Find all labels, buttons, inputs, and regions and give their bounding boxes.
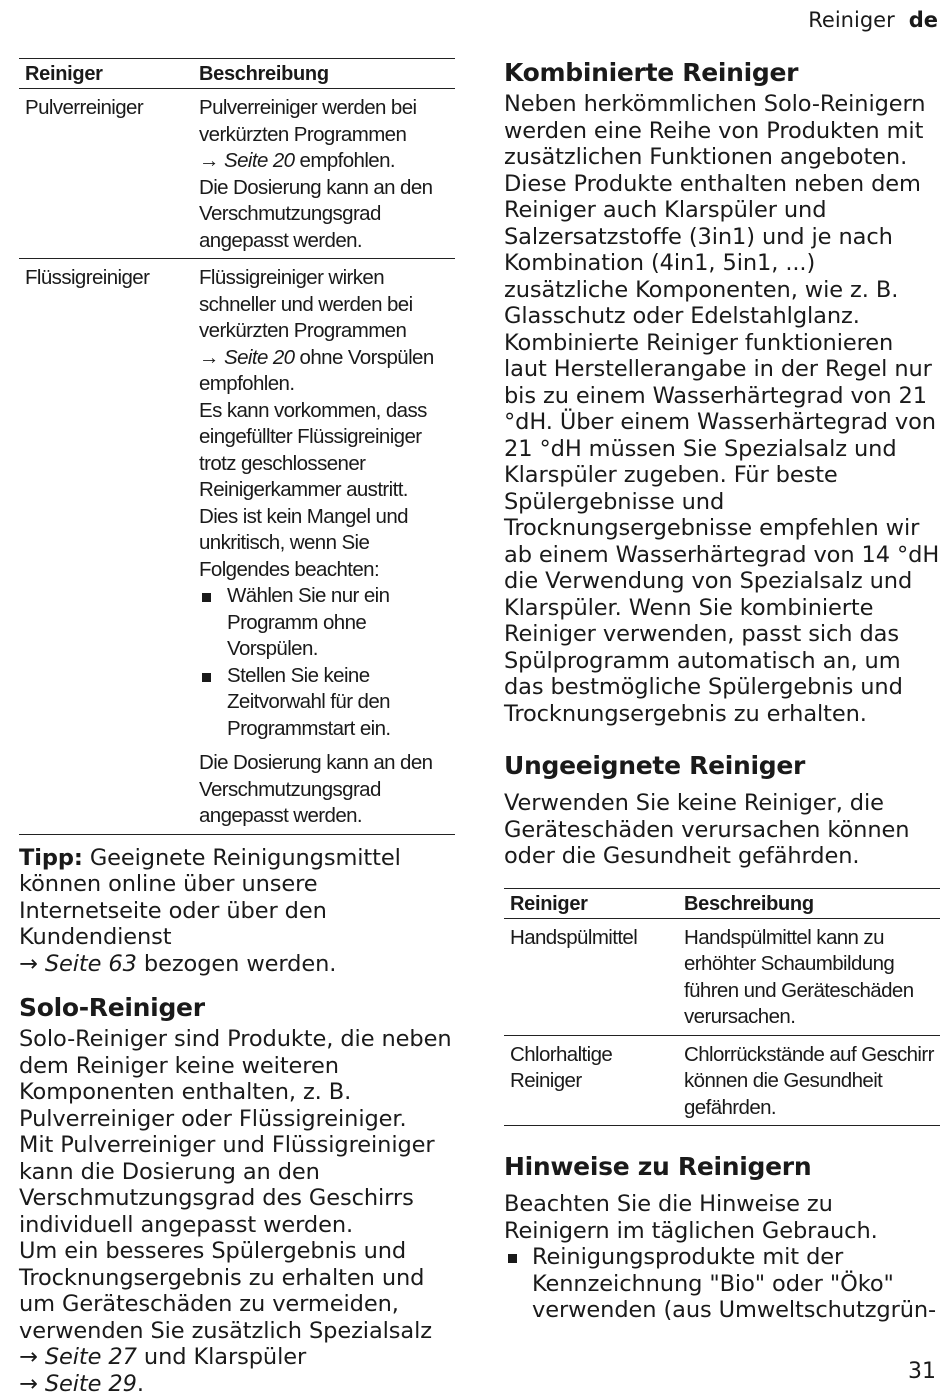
solo-p1: Solo-Reiniger sind Produkte, die neben dem Reiniger keine weiteren Komponenten enthalten, z. B. Pulverreiniger oder Flüssigreiniger. [19, 1026, 452, 1132]
page-reference: Seite 29 [44, 1370, 137, 1397]
unsuitable-text: Verwenden Sie keine Reiniger, die Geräteschäden verursachen können oder die Gesundheit gefährden. [504, 790, 910, 869]
arrow-icon: → [19, 950, 38, 977]
page-reference: Seite 20 [224, 345, 295, 369]
section-title-solo: Solo-Reiniger [19, 993, 205, 1022]
bullet-list [199, 583, 449, 742]
table-header-cleaner: Reiniger [19, 59, 193, 89]
row-description: Chlorrückstände auf Geschirr können die Gesundheit gefährden. [678, 1035, 940, 1126]
table-row [504, 918, 940, 1035]
row-description: Handspülmittel kann zu erhöhter Schaumbildung führen und Geräteschäden verursachen. [678, 918, 940, 1035]
row-name: Chlorhaltige Reiniger [504, 1035, 678, 1126]
dosage-note: Die Dosierung kann an den Verschmutzungsgrad angepasst werden. [199, 751, 433, 827]
list-item: Reinigungsprodukte mit der Kennzeichnung "Bio" oder "Öko" verwenden (aus Umweltschutzgrün- [504, 1244, 940, 1324]
page-reference: Seite 63 [44, 950, 137, 977]
page-reference: Seite 20 [224, 149, 295, 172]
solo-section-body [19, 1026, 455, 1397]
cleaner-table [19, 58, 455, 835]
tip-label: Tipp: [19, 844, 83, 871]
row-name: Pulverreiniger [19, 89, 193, 259]
table-row [19, 89, 455, 259]
arrow-icon: → [19, 1344, 38, 1370]
section-title-hints: Hinweise zu Reinigern [504, 1152, 812, 1181]
combined-text: Neben herkömmlichen Solo-Reinigern werden eine Reihe von Produkten mit zusätzlichen Funktionen angeboten. Diese Produkte enthalten neben dem Reiniger auch Klarspüler und Salzersatzstoffe (3in1) und je nach Kombination (4in1, 5in1, ...) zusätzliche Komponenten, wie z. B. Glasschutz oder Edelstahlglanz. Kombinierte Reiniger funktionieren laut Herstellerangabe in der Regel nur bis zu einem Wasserhärtegrad von 21 °dH. Über einem Wasserhärtegrad von 21 °dH müssen Sie Spezialsalz und Klarspüler zugeben. Für beste Spülergebnisse und Trocknungsergebnisse empfehlen wir ab einem Wasserhärtegrad von 14 °dH die Verwendung von Spezialsalz und Klarspüler. Wenn Sie kombinierte Reiniger verwenden, passt sich das Spülprogramm automatisch an, um das bestmögliche Spülergebnis und Trocknungsergebnis zu erhalten. [504, 91, 940, 727]
hints-body [504, 1191, 940, 1324]
right-column [504, 58, 940, 1324]
solo-p3: Um ein besseres Spülergebnis und Trocknungsergebnis zu erhalten und um Geräteschäden zu vermeiden, verwenden Sie zusätzlich Spezialsalz → Seite 27 und Klarspüler → Seite 29. [19, 1238, 432, 1397]
section-title-combined: Kombinierte Reiniger [504, 58, 799, 87]
row-description: Pulverreiniger werden bei verkürzten Programmen → Seite 20 empfohlen. Die Dosierung kann an den Verschmutzungsgrad angepasst werden. [193, 89, 455, 259]
table-row [19, 259, 455, 835]
hints-text: Beachten Sie die Hinweise zu Reinigern im täglichen Gebrauch. [504, 1191, 878, 1244]
section-title-unsuitable: Ungeeignete Reiniger [504, 751, 806, 780]
table-row [504, 1035, 940, 1126]
tip-paragraph: Tipp: Geeignete Reinigungsmittel können online über unsere Internetseite oder über den Kundendienst → Seite 63 bezogen werden. [19, 844, 401, 977]
row-name: Handspülmittel [504, 918, 678, 1035]
list-item: Stellen Sie keine Zeitvorwahl für den Programmstart ein. [199, 663, 449, 743]
row-name: Flüssigreiniger [19, 259, 193, 835]
solo-p2: Mit Pulverreiniger und Flüssigreiniger kann die Dosierung an den Verschmutzungsgrad des Geschirrs individuell angepasst werden. [19, 1132, 435, 1238]
table-header-description: Beschreibung [193, 59, 455, 89]
arrow-icon: → [19, 1370, 38, 1397]
list-item: Wählen Sie nur ein Programm ohne Vorspülen. [199, 583, 449, 663]
header-language: de [908, 8, 938, 32]
header-section: Reiniger [808, 8, 895, 32]
row-description: Flüssigreiniger wirken schneller und werden bei verkürzten Programmen → Seite 20 ohne Vorspülen empfohlen. Es kann vorkommen, dass eingefüllter Flüssigreiniger trotz geschlossener Reinigerkammer austritt. Dies ist kein Mangel und unkritisch, wenn Sie Folgendes beachten: Wählen Sie nur ein Programm ohne Vorspülen. Stellen Sie keine Zeitvorwahl für den Programmstart ein. Die Dosierung kann an den Verschmutzungsgrad angepasst werden. [193, 259, 455, 835]
table-header-description: Beschreibung [678, 888, 940, 918]
arrow-icon: → [199, 149, 219, 172]
page-reference: Seite 27 [44, 1344, 137, 1370]
bullet-list [504, 1244, 940, 1324]
left-column [19, 58, 455, 1397]
page-number: 31 [908, 1359, 936, 1384]
arrow-icon: → [199, 345, 219, 369]
page-header [808, 8, 938, 32]
unsuitable-table [504, 888, 940, 1127]
table-header-cleaner: Reiniger [504, 888, 678, 918]
